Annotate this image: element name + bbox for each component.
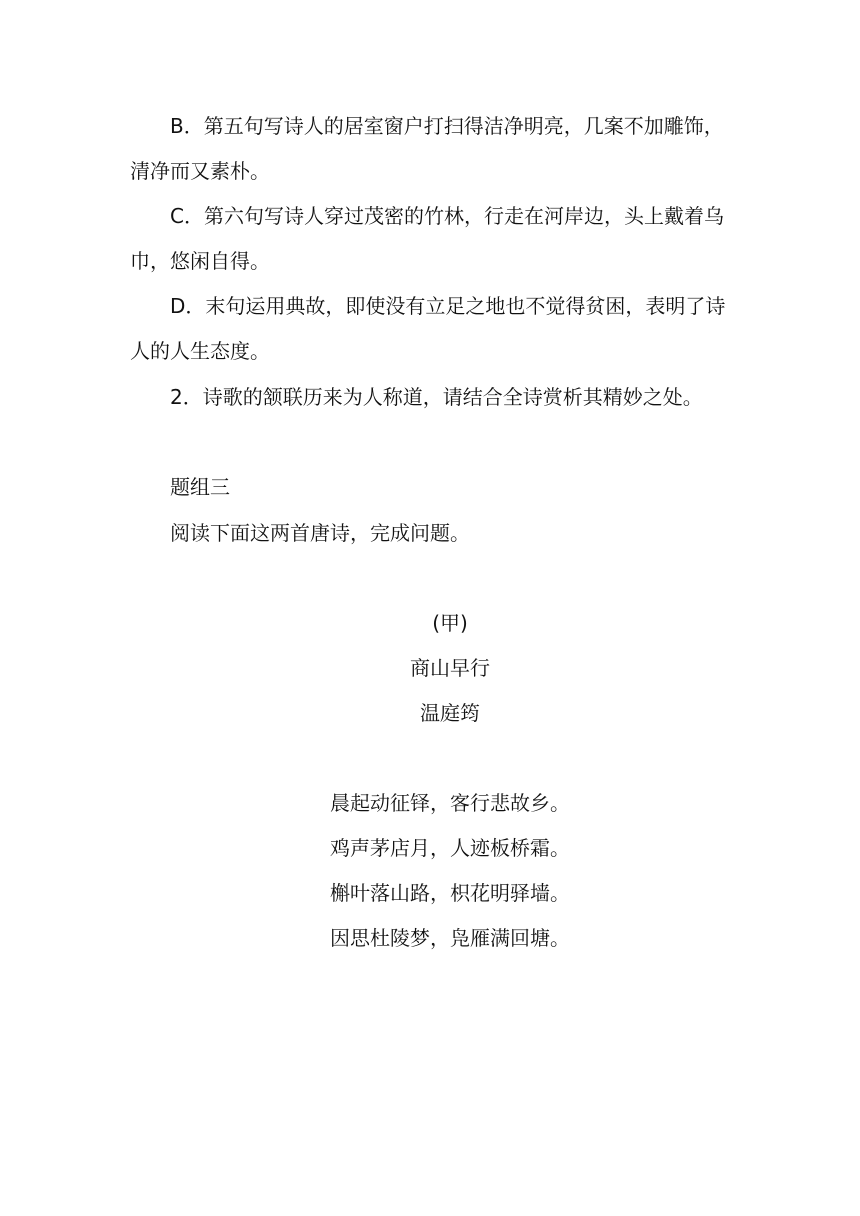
instruction: 阅读下面这两首唐诗，完成问题。 (170, 521, 470, 545)
poem-line: 因思杜陵梦，凫雁满回塘。 (330, 926, 570, 950)
poem-label: (甲) (432, 611, 468, 635)
option-c: C．第六句写诗人穿过茂密的竹林，行走在河岸边，头上戴着乌巾，悠闲自得。 (130, 204, 724, 273)
poem-title: 商山早行 (410, 656, 490, 680)
poem-author: 温庭筠 (420, 701, 480, 725)
option-d: D．末句运用典故，即使没有立足之地也不觉得贫困，表明了诗人的人生态度。 (130, 294, 726, 363)
group-title: 题组三 (170, 475, 230, 499)
poem-line: 鸡声茅店月，人迹板桥霜。 (330, 836, 570, 860)
question-2: 2．诗歌的颔联历来为人称道，请结合全诗赏析其精妙之处。 (170, 385, 703, 409)
poem-line: 晨起动征铎，客行悲故乡。 (330, 791, 570, 815)
poem-line: 槲叶落山路，枳花明驿墙。 (330, 881, 570, 905)
option-b: B．第五句写诗人的居室窗户打扫得洁净明亮，几案不加雕饰，清净而又素朴。 (130, 114, 724, 183)
